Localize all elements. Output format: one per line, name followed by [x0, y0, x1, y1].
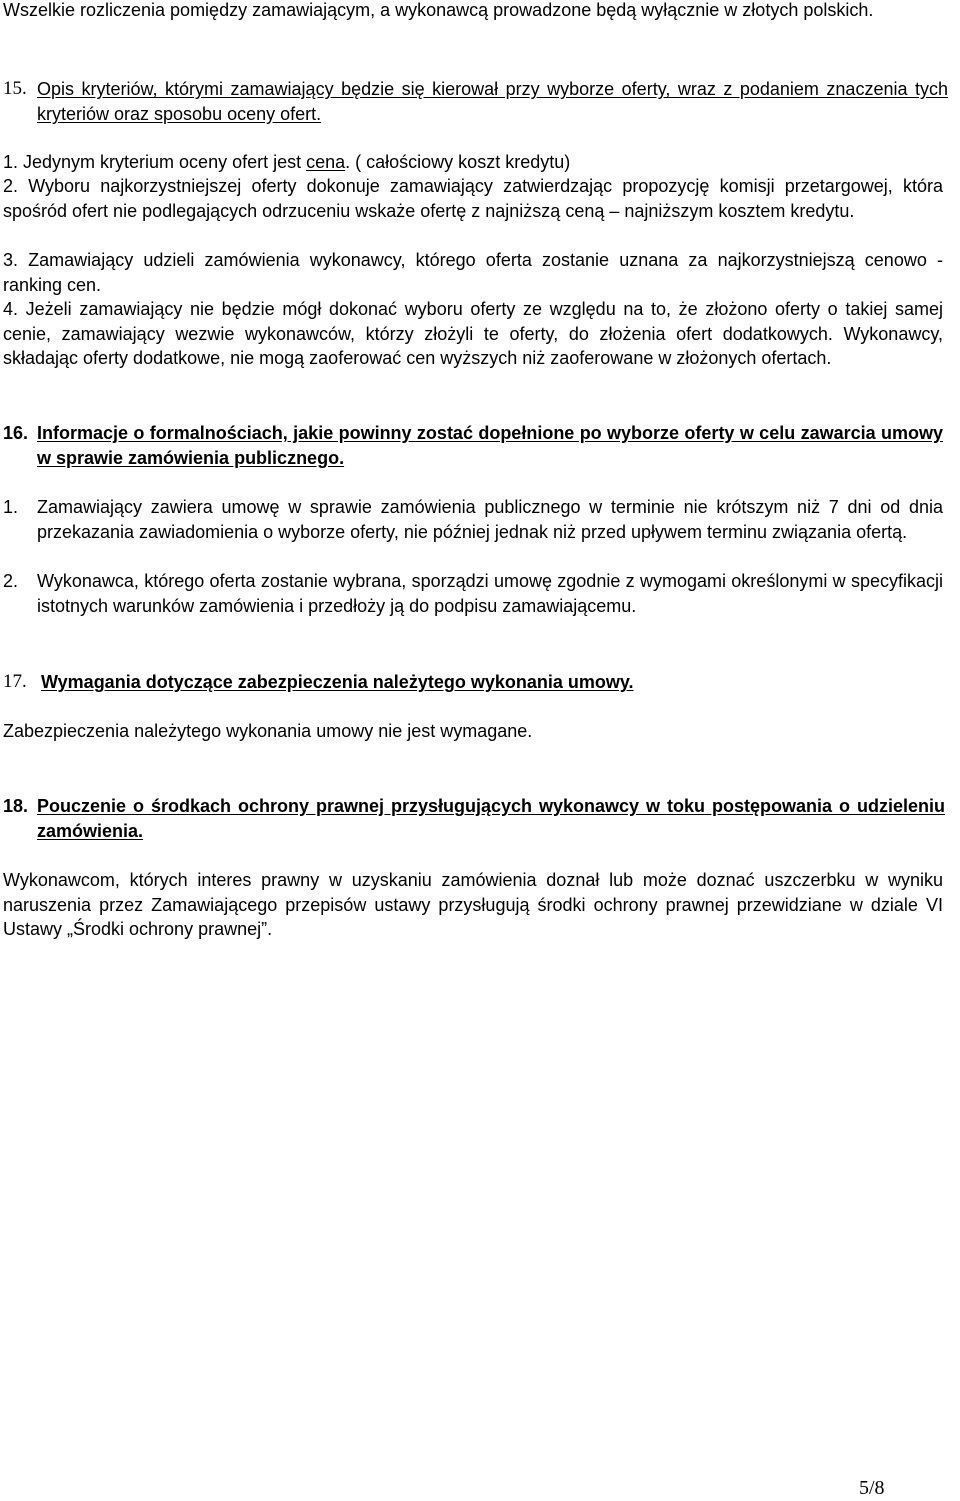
section-16-title: Informacje o formalnościach, jakie powinny zostać dopełnione po wyborze oferty w celu zawarcia umowy w sprawie zamówienia publicznego.	[37, 423, 943, 468]
section-15-title: Opis kryteriów, którymi zamawiający będzie się kierował przy wyborze oferty, wraz z podaniem znaczenia tych kryteriów oraz sposobu oceny ofert.	[37, 79, 948, 124]
section-18-title: Pouczenie o środkach ochrony prawnej przysługujących wykonawcy w toku postępowania o udzieleniu zamówienia.	[37, 796, 945, 841]
s15-item-3: 3. Zamawiający udzieli zamówienia wykonawcy, którego oferta zostanie uznana za najkorzystniejszą cenowo - ranking cen.	[3, 250, 943, 295]
cena-link[interactable]: cena	[306, 152, 346, 172]
s17-body: Zabezpieczenia należytego wykonania umowy nie jest wymagane.	[3, 721, 533, 741]
section-15-number: 15.	[3, 78, 27, 99]
s18-body: Wykonawcom, których interes prawny w uzyskaniu zamówienia doznał lub może doznać uszczerbku w wyniku naruszenia przez Zamawiającego przepisów ustawy przysługują środki ochrony prawnej przewidziane w dziale VI Ustawy „Środki ochrony prawnej”.	[3, 870, 943, 939]
section-17-title: Wymagania dotyczące zabezpieczenia należytego wykonania umowy.	[41, 672, 634, 692]
intro-paragraph: Wszelkie rozliczenia pomiędzy zamawiającym, a wykonawcą prowadzone będą wyłącznie w złotych polskich.	[3, 0, 874, 20]
section-16-number: 16.	[3, 423, 29, 443]
page-number: 5/8	[859, 1477, 885, 1499]
s15-item-1: 1. Jedynym kryterium oceny ofert jest cena. ( całościowy koszt kredytu)	[3, 152, 571, 172]
section-17-number: 17.	[3, 671, 27, 692]
section-18-number: 18.	[3, 796, 29, 816]
s15-item-4: 4. Jeżeli zamawiający nie będzie mógł dokonać wyboru oferty ze względu na to, że złożono oferty o takiej samej cenie, zamawiający wezwie wykonawców, którzy złożyli te oferty, do złożenia ofert dodatkowych. Wykonawcy, składając oferty dodatkowe, nie mogą zaoferować cen wyższych niż zaoferowane w złożonych ofertach.	[3, 299, 943, 368]
s15-item-2: 2. Wyboru najkorzystniejszej oferty dokonuje zamawiający zatwierdzając propozycję komisji przetargowej, która spośród ofert nie podlegających odrzuceniu wskaże ofertę z najniższą ceną – najniższym kosztem kredytu.	[3, 176, 943, 221]
